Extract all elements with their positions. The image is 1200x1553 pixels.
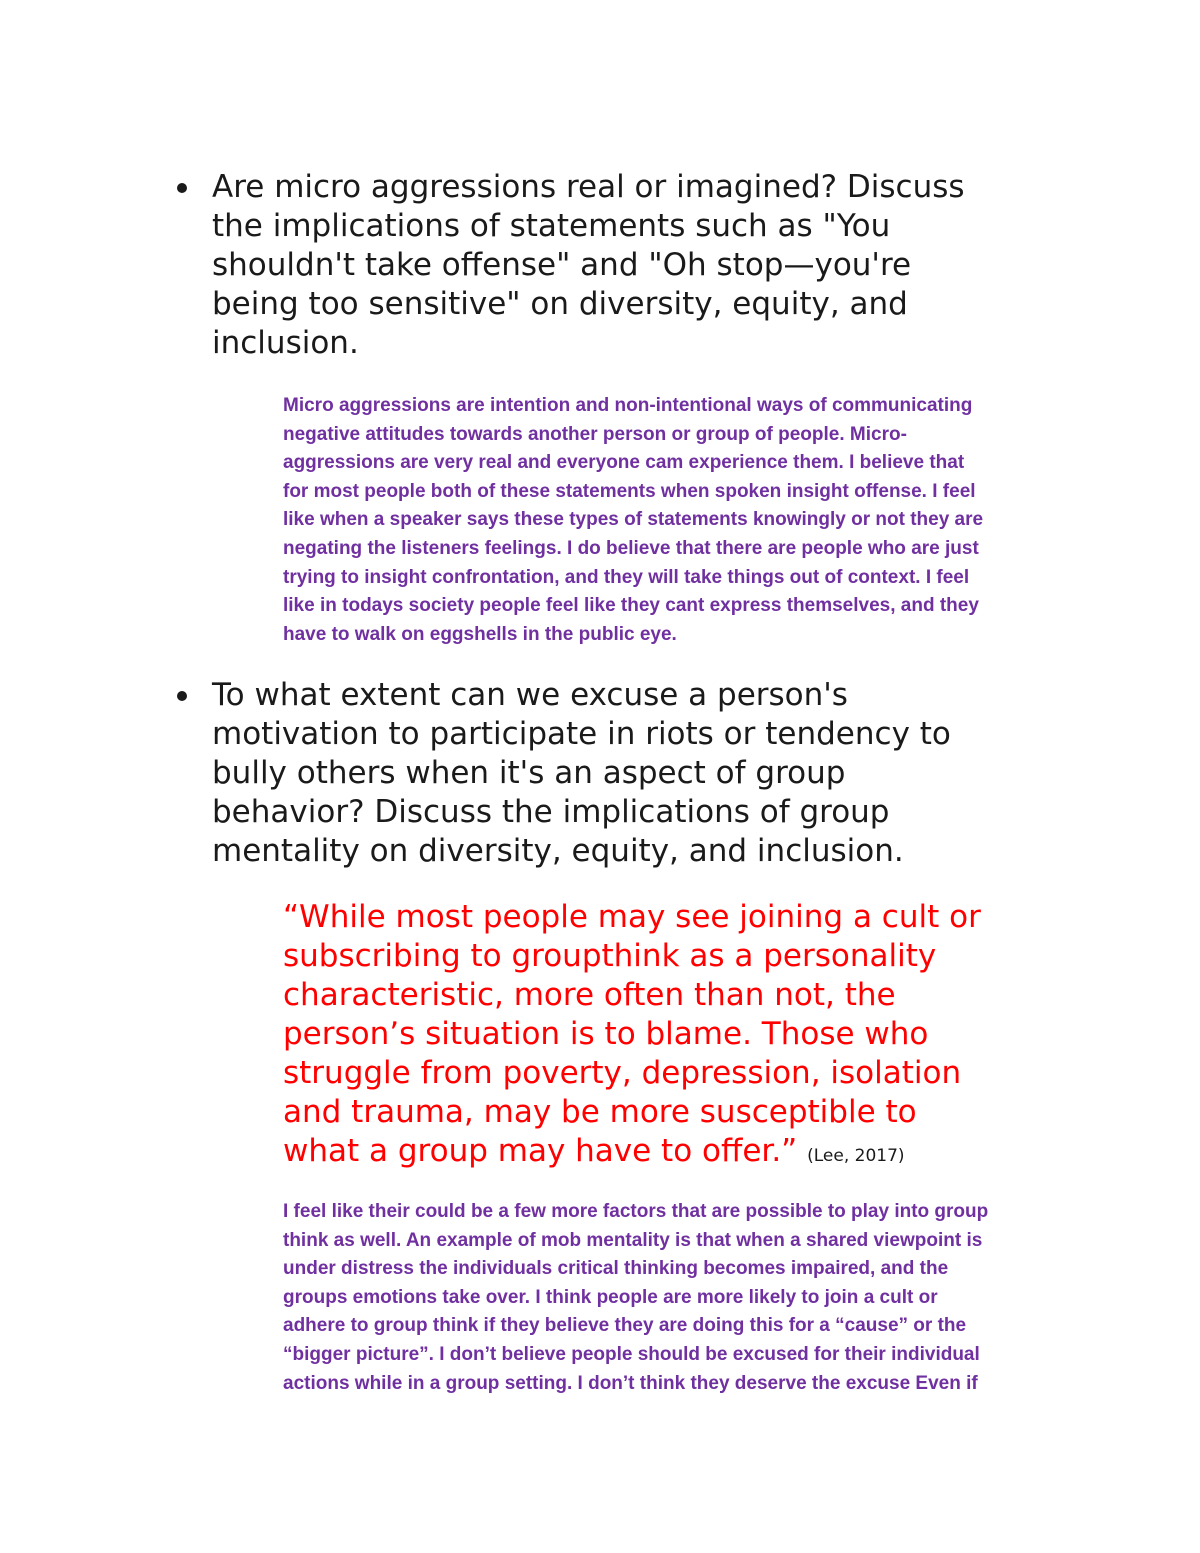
question-2-line: behavior? Discuss the implications of group	[212, 794, 890, 830]
question-2-line: mentality on diversity, equity, and inclusion.	[212, 833, 904, 869]
answer-1-line: Micro aggressions are intention and non-intentional ways of communicating	[283, 395, 973, 416]
question-1-line: the implications of statements such as "You	[212, 208, 891, 244]
question-2-line: bully others when it's an aspect of group	[212, 755, 846, 791]
citation: (Lee, 2017)	[807, 1146, 905, 1166]
answer-2-line: groups emotions take over. I think people are more likely to join a cult or	[283, 1286, 938, 1308]
question-2-line: To what extent can we excuse a person's	[212, 677, 848, 713]
answer-1-line: negating the listeners feelings. I do believe that there are people who are just	[283, 537, 979, 559]
answer-1-line: like when a speaker says these types of statements knowingly or not they are	[283, 509, 984, 531]
quote-line: struggle from poverty, depression, isolation	[283, 1055, 962, 1091]
question-2	[212, 676, 1052, 871]
question-1-line: shouldn't take offense" and "Oh stop—you're	[212, 247, 912, 283]
answer-2-line: think as well. An example of mob mentality is that when a shared viewpoint is	[283, 1229, 983, 1251]
answer-1	[283, 392, 983, 649]
answer-2-line: under distress the individuals critical thinking becomes impaired, and the	[283, 1258, 949, 1280]
answer-1-line: aggressions are very real and everyone cam experience them. I believe that	[283, 452, 965, 474]
bullet-point	[177, 183, 187, 193]
quote-line: person’s situation is to blame. Those who	[283, 1016, 929, 1052]
answer-2-line: actions while in a group setting. I don’t think they deserve the excuse Even if	[283, 1372, 978, 1394]
quote-line-last	[283, 1132, 1083, 1176]
question-1-line: inclusion.	[212, 325, 359, 361]
answer-2-line: I feel like their could be a few more factors that are possible to play into group	[283, 1201, 989, 1222]
answer-2-line: adhere to group think if they believe they are doing this for a “cause” or the	[283, 1315, 967, 1337]
quote-line: and trauma, may be more susceptible to	[283, 1094, 917, 1130]
quote-line: “While most people may see joining a cult or	[283, 899, 981, 935]
answer-1-line: trying to insight confrontation, and they will take things out of context. I feel	[283, 566, 970, 588]
answer-2-line: “bigger picture”. I don’t believe people should be excused for their individual	[283, 1343, 980, 1365]
answer-1-line: like in todays society people feel like they cant express themselves, and they	[283, 595, 979, 617]
question-2-line: motivation to participate in riots or tendency to	[212, 716, 951, 752]
answer-2	[283, 1198, 988, 1398]
quote-line-text: what a group may have to offer.”	[283, 1133, 798, 1169]
question-1-line: Are micro aggressions real or imagined? Discuss	[212, 169, 965, 205]
bullet-point	[177, 691, 187, 701]
answer-1-line: negative attitudes towards another person or group of people. Micro-	[283, 423, 907, 445]
question-1-line: being too sensitive" on diversity, equity, and	[212, 286, 908, 322]
answer-1-line: have to walk on eggshells in the public eye.	[283, 623, 677, 645]
question-1	[212, 168, 1052, 363]
answer-1-line: for most people both of these statements when spoken insight offense. I feel	[283, 480, 976, 502]
quote-line: characteristic, more often than not, the	[283, 977, 896, 1013]
quote-line: subscribing to groupthink as a personality	[283, 938, 937, 974]
quote-block	[283, 898, 1083, 1176]
